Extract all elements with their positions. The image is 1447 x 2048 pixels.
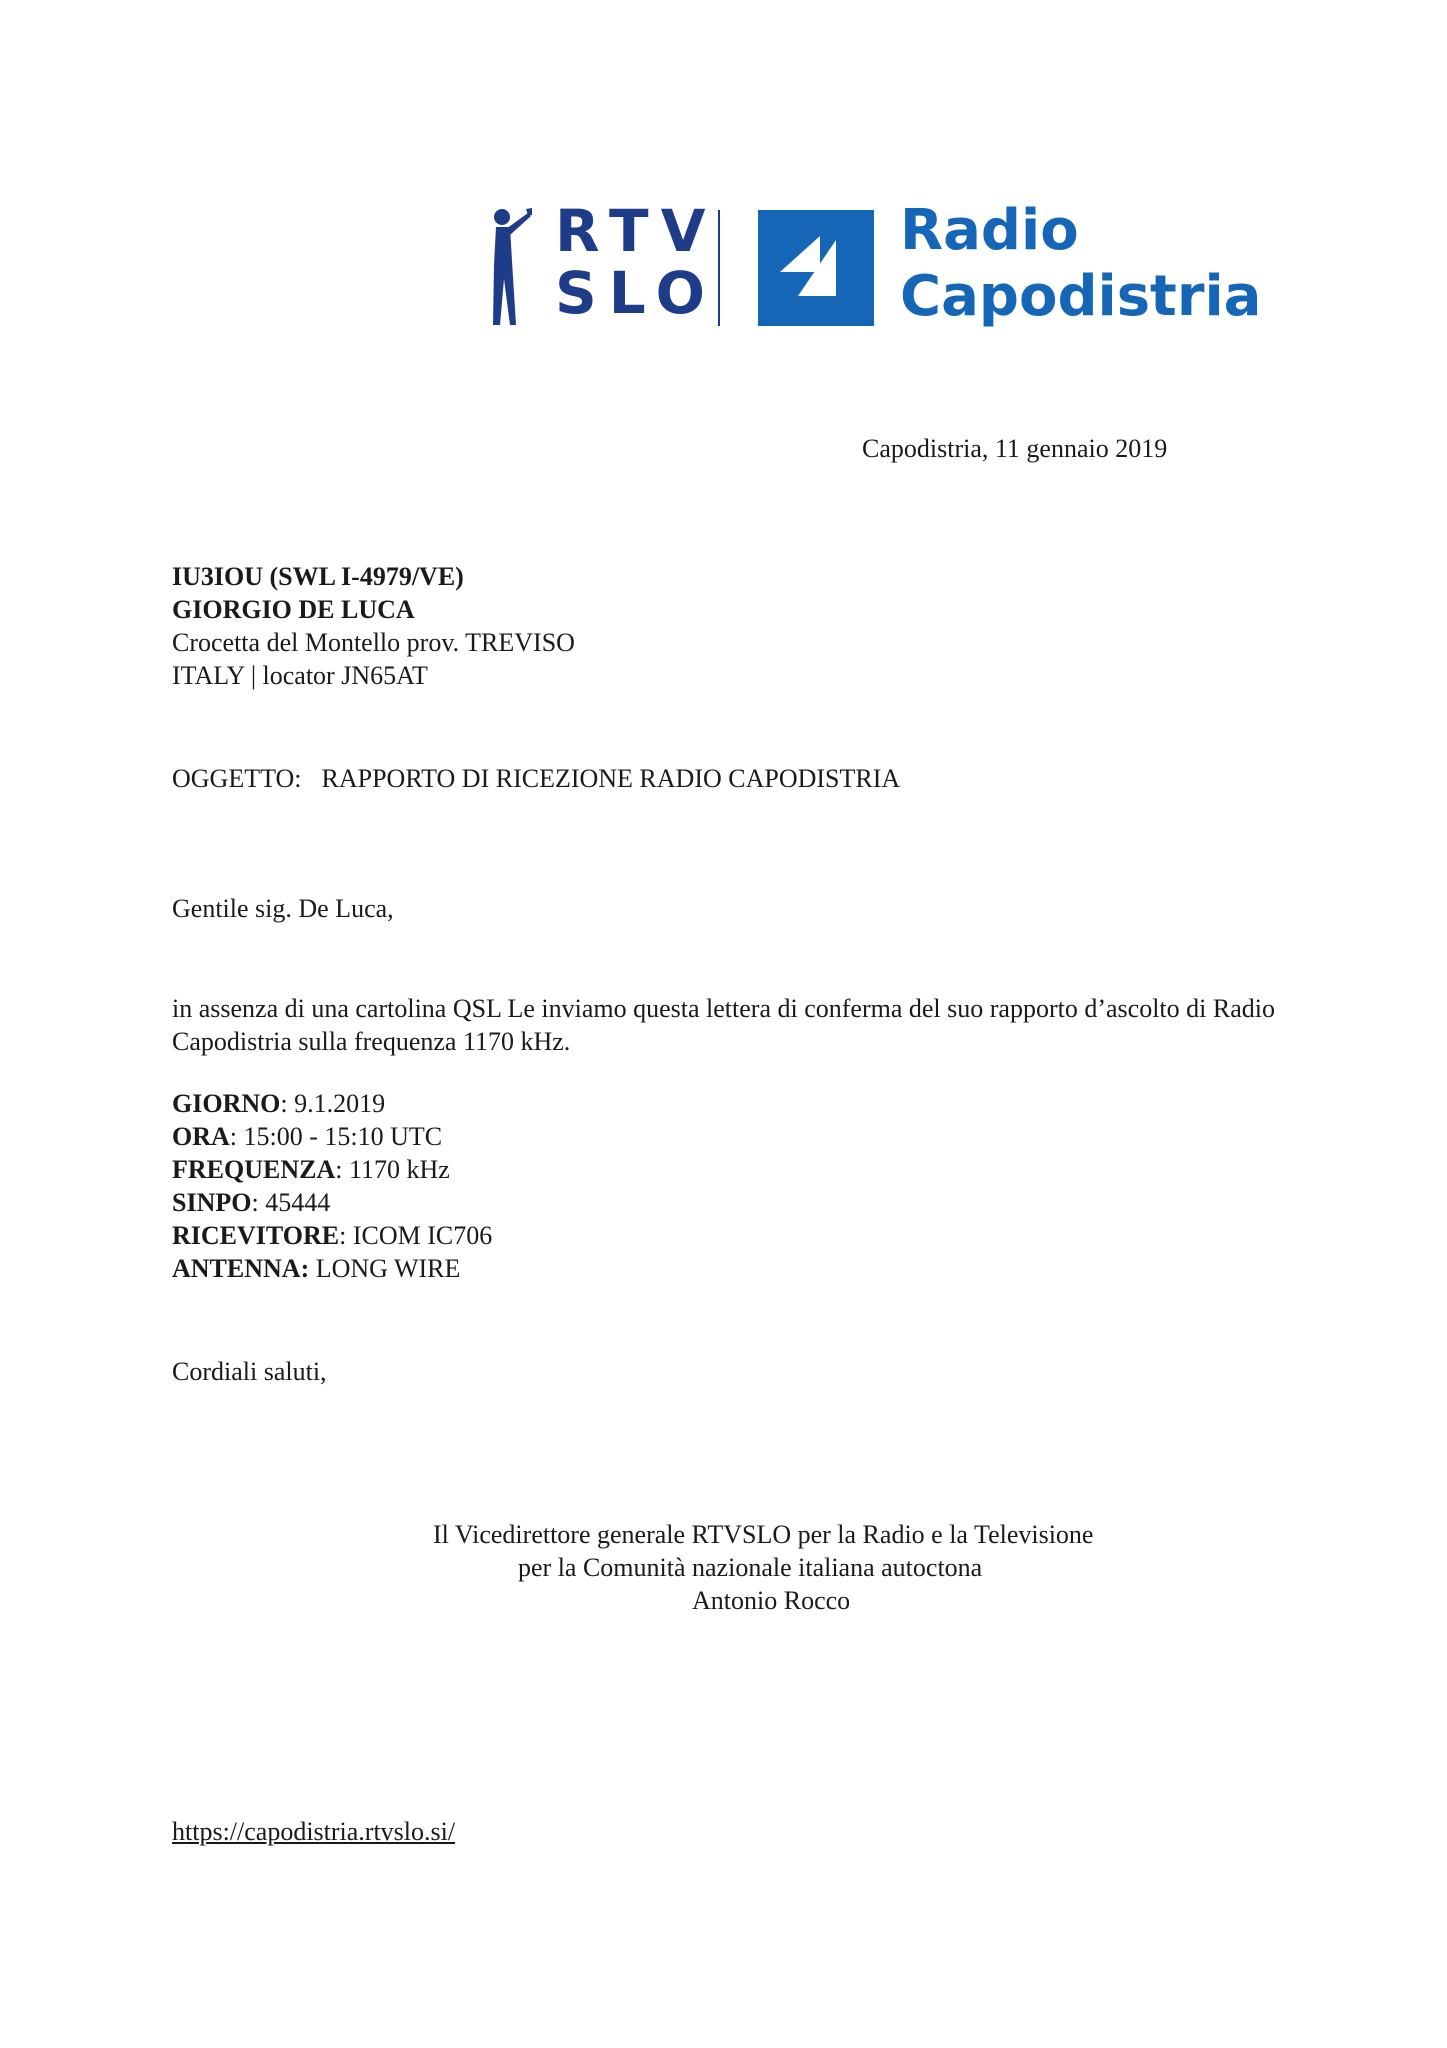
recipient-address: Crocetta del Montello prov. TREVISO <box>172 628 575 657</box>
report-label: RICEVITORE <box>172 1221 340 1250</box>
recipient-country-locator: ITALY | locator JN65AT <box>172 661 428 690</box>
report-row-frequenza <box>172 1153 450 1186</box>
radio-capodistria-sail-icon <box>758 210 874 326</box>
website-link[interactable]: https://capodistria.rtvslo.si/ <box>172 1817 456 1846</box>
recipient-name: GIORGIO DE LUCA <box>172 595 415 624</box>
logo-divider <box>718 210 720 326</box>
report-value: LONG WIRE <box>315 1254 461 1283</box>
report-separator: : <box>339 1221 353 1250</box>
report-row-ora <box>172 1120 442 1153</box>
rtvslo-wordmark <box>555 197 718 327</box>
trumpeter-figure-icon <box>488 205 532 330</box>
report-separator: : <box>229 1122 244 1151</box>
report-separator: : <box>335 1155 349 1184</box>
subject-line <box>172 762 900 795</box>
report-row-antenna <box>172 1252 460 1285</box>
report-value: 9.1.2019 <box>294 1089 386 1118</box>
letter-date: Capodistria, 11 gennaio 2019 <box>862 434 1168 463</box>
report-label: ANTENNA: <box>172 1254 310 1283</box>
slo-line: SLO <box>555 259 717 327</box>
signature-name: Antonio Rocco <box>692 1586 851 1615</box>
report-value: 45444 <box>265 1188 331 1217</box>
report-value: 1170 kHz <box>348 1155 450 1184</box>
report-separator: : <box>280 1089 295 1118</box>
salutation: Gentile sig. De Luca, <box>172 894 394 923</box>
report-row-giorno <box>172 1087 385 1120</box>
rtv-line: RTV <box>555 197 718 265</box>
report-row-ricevitore <box>172 1219 492 1252</box>
report-row-sinpo <box>172 1186 330 1219</box>
closing: Cordiali saluti, <box>172 1357 327 1386</box>
brand-line-capodistria: Capodistria <box>900 264 1262 329</box>
body-paragraph: in assenza di una cartolina QSL Le inviamo questa lettera di conferma del suo rapporto d’ascolto di Radio Capodistria sulla frequenza 1170 kHz. <box>172 994 1275 1056</box>
brand-line-radio: Radio <box>900 198 1079 263</box>
report-separator: : <box>251 1188 266 1217</box>
report-value: 15:00 - 15:10 UTC <box>243 1122 443 1151</box>
signature-title: Il Vicedirettore generale RTVSLO per la Radio e la Televisione <box>433 1520 1094 1549</box>
report-label: FREQUENZA <box>172 1155 336 1184</box>
radio-capodistria-wordmark <box>900 198 1261 330</box>
subject-text: RAPPORTO DI RICEZIONE RADIO CAPODISTRIA <box>321 764 901 793</box>
report-value: ICOM IC706 <box>352 1221 493 1250</box>
report-label: SINPO <box>172 1188 252 1217</box>
subject-label: OGGETTO: <box>172 764 302 793</box>
report-label: ORA <box>172 1122 230 1151</box>
signature-community: per la Comunità nazionale italiana autoctona <box>518 1553 983 1582</box>
report-label: GIORNO <box>172 1089 281 1118</box>
recipient-callsign: IU3IOU (SWL I-4979/VE) <box>172 562 464 591</box>
